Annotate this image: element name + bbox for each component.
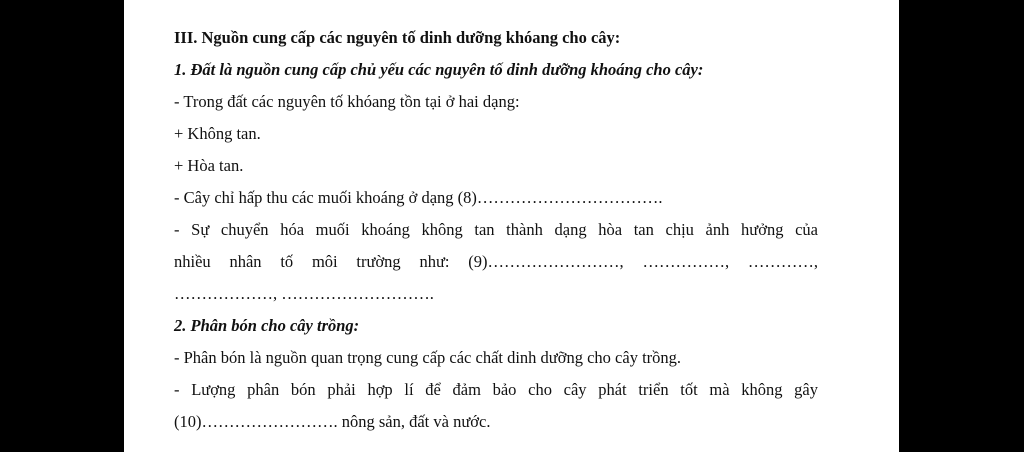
document-page — [124, 0, 899, 452]
text-line-fertilizer-amount: - Lượng phân bón phải hợp lí để đảm bảo cho cây phát triển tốt mà không gây — [174, 380, 818, 399]
text-line-factors-blank-9: nhiều nhân tố môi trường như: (9)……………………, ……………, …………, — [174, 252, 818, 271]
text-line-absorption-blank-8: - Cây chỉ hấp thu các muối khoáng ở dạng (8)……………………………. — [174, 188, 663, 207]
subsection-1-title: 1. Đất là nguồn cung cấp chủ yếu các nguyên tố dinh dưỡng khoáng cho cây: — [174, 60, 704, 79]
text-line-insoluble: + Không tan. — [174, 124, 261, 143]
text-line-fertilizer-source: - Phân bón là nguồn quan trọng cung cấp các chất dinh dưỡng cho cây trồng. — [174, 348, 682, 367]
text-line-soil-forms: - Trong đất các nguyên tố khóang tồn tại ở hai dạng: — [174, 92, 520, 111]
text-line-blank-10: (10)……………………. nông sản, đất và nước. — [174, 412, 491, 431]
section-title: III. Nguồn cung cấp các nguyên tố dinh dưỡng khóang cho cây: — [174, 28, 621, 47]
text-line-soluble: + Hòa tan. — [174, 156, 244, 175]
subsection-2-title: 2. Phân bón cho cây trồng: — [174, 316, 360, 335]
text-line-factors-continued: ………………, ………………………. — [174, 284, 434, 303]
text-line-conversion: - Sự chuyển hóa muối khoáng không tan thành dạng hòa tan chịu ảnh hưởng của — [174, 220, 818, 239]
